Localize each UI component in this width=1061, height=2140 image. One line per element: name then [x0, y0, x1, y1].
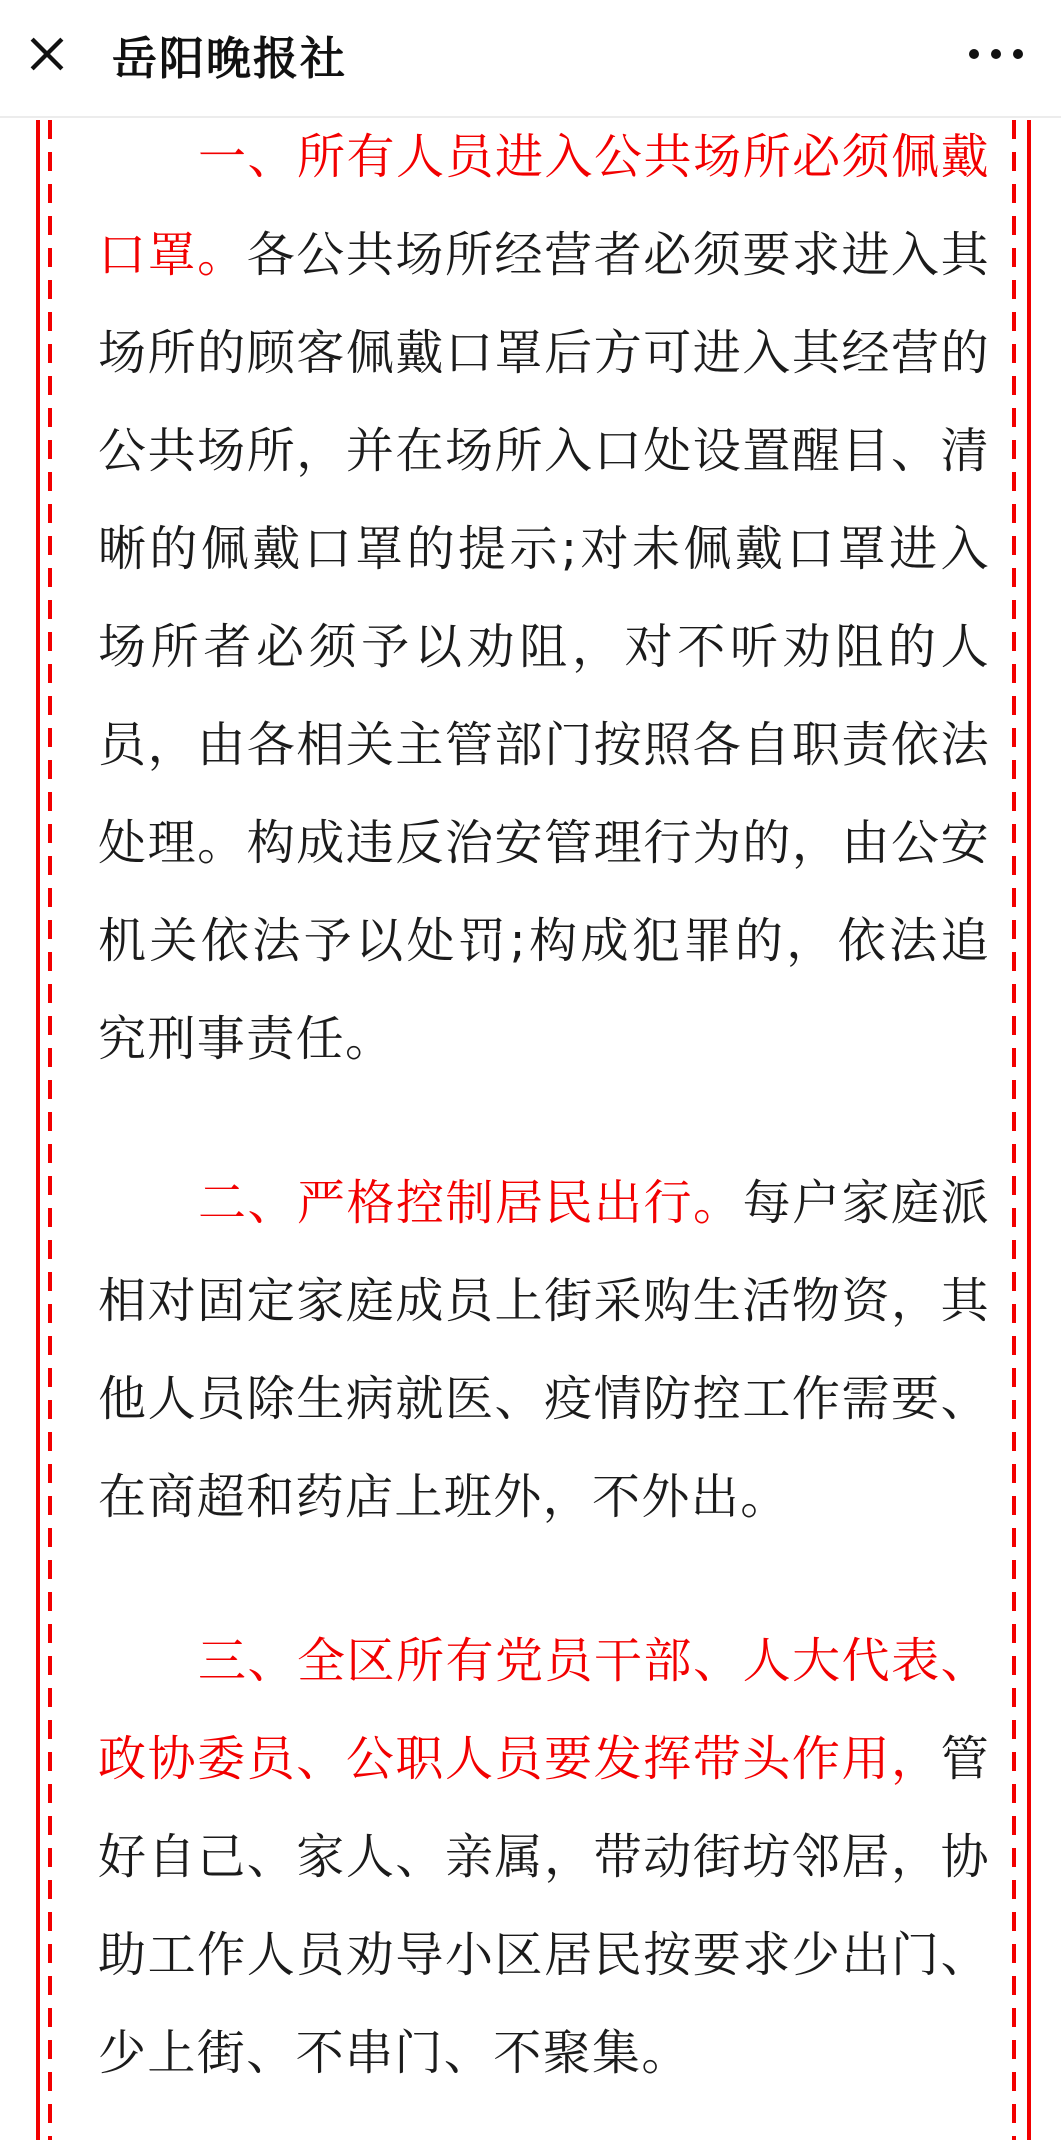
close-button[interactable]: [24, 31, 70, 77]
article-header: [0, 0, 1061, 118]
more-button[interactable]: [959, 49, 1023, 59]
article-paragraph: [98, 1154, 990, 1546]
article-paragraph: [98, 1612, 990, 2102]
article-paragraph: [98, 120, 990, 1088]
border-rule-left-solid: [36, 120, 40, 2140]
body-text: 各公共场所经营者必须要求进入其场所的顾客佩戴口罩后方可进入其经营的公共场所，并在场所入口处设置醒目、清晰的佩戴口罩的提示;对未佩戴口罩进入场所者必须予以劝阻，对不听劝阻的人员，由各相关主管部门按照各自职责依法处理。构成违反治安管理行为的，由公安机关依法予以处罚;构成犯罪的，依法追究刑事责任。: [98, 227, 990, 1067]
article-content: [98, 120, 990, 2102]
page-title: 岳阳晚报社: [112, 31, 348, 85]
section-heading-text: 三、全区所有党员干部、人大代表、政协委员、公职人员要发挥带头作用，: [98, 1633, 990, 1787]
border-rule-right-solid: [1027, 120, 1031, 2140]
section-heading-text: 二、严格控制居民出行。: [198, 1175, 743, 1231]
section-heading-text: 一、所有人员进入公共场所必须佩戴口罩。: [98, 129, 990, 283]
article-scroll-area[interactable]: [0, 120, 1061, 2140]
more-icon: [969, 49, 1023, 59]
body-text: 每户家庭派相对固定家庭成员上街采购生活物资，其他人员除生病就医、疫情防控工作需要、在商超和药店上班外，不外出。: [98, 1175, 990, 1525]
body-text: 管好自己、家人、亲属，带动街坊邻居，协助工作人员劝导小区居民按要求少出门、少上街、不串门、不聚集。: [98, 1731, 990, 2081]
border-rule-right-dashed: [1012, 120, 1016, 2140]
border-rule-left-dashed: [48, 120, 52, 2140]
close-icon: [26, 33, 68, 75]
